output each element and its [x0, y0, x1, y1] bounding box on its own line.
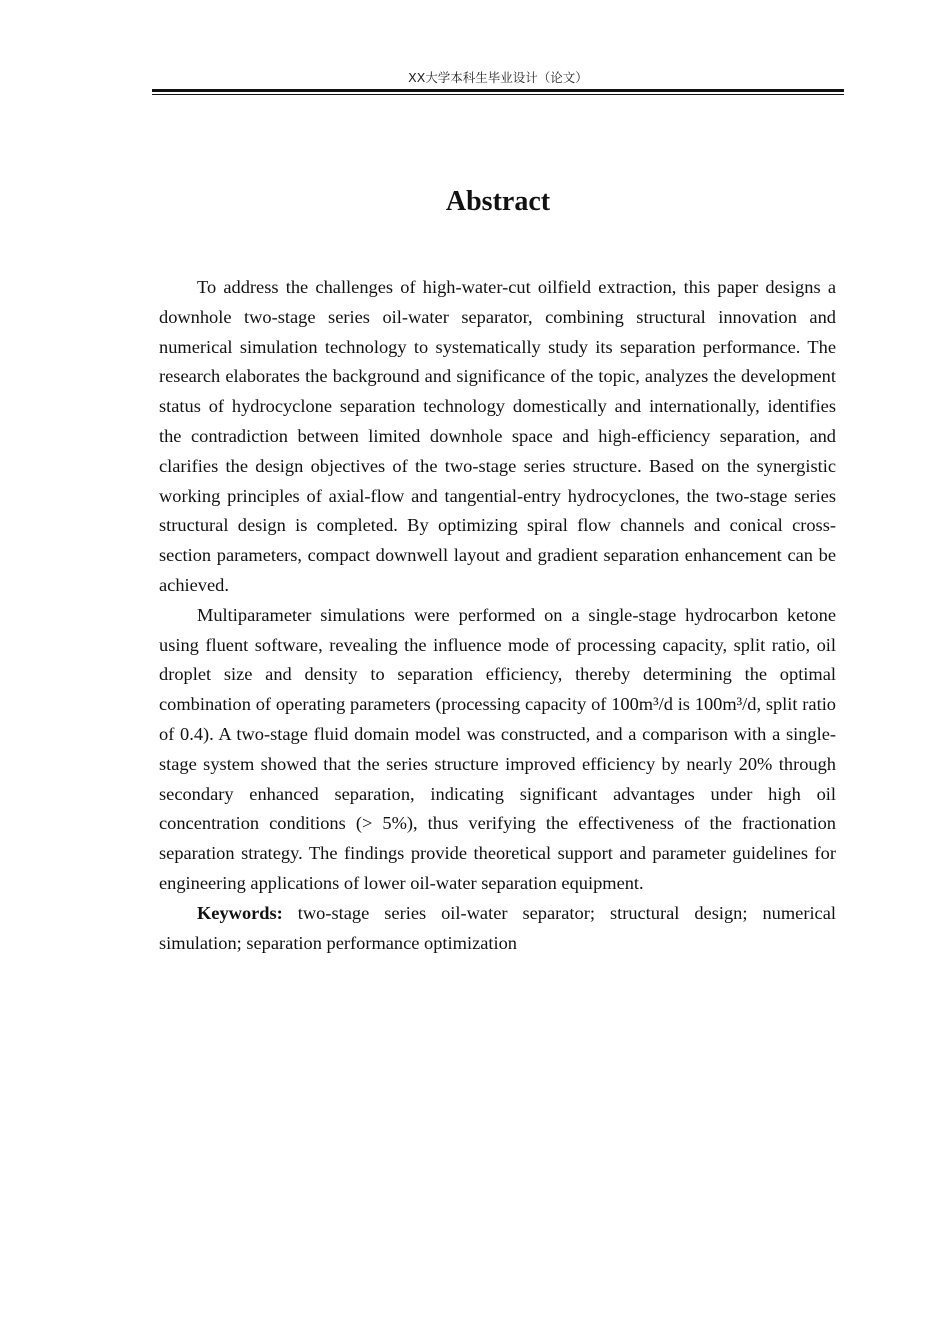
abstract-body [159, 273, 836, 958]
abstract-title: Abstract [445, 186, 551, 217]
keywords-line [159, 899, 836, 959]
header-double-rule [152, 89, 844, 96]
abstract-paragraph-1: To address the challenges of high-water-cut oilfield extraction, this paper designs a downhole two-stage series oil-water separator, combining structural innovation and numerical simulation technology to systematically study its separation performance. The research elaborates the background and significance of the topic, analyzes the development status of hydrocyclone separation technology domestically and internationally, identifies the contradiction between limited downhole space and high-efficiency separation, and clarifies the design objectives of the two-stage series structure. Based on the synergistic working principles of axial-flow and tangential-entry hydrocyclones, the two-stage series structural design is completed. By optimizing spiral flow channels and conical cross-section parameters, compact downwell layout and gradient separation enhancement can be achieved. [159, 277, 836, 595]
abstract-paragraph-2: Multiparameter simulations were performed on a single-stage hydrocarbon ketone using fluent software, revealing the influence mode of processing capacity, split ratio, oil droplet size and density to separation efficiency, thereby determining the optimal combination of operating parameters (processing capacity of 100m³/d is 100m³/d, split ratio of 0.4). A two-stage fluid domain model was constructed, and a comparison with a single-stage system showed that the series structure improved efficiency by nearly 20% through secondary enhanced separation, indicating significant advantages under high oil concentration conditions (> 5%), thus verifying the effectiveness of the fractionation separation strategy. The findings provide theoretical support and parameter guidelines for engineering applications of lower oil-water separation equipment. [159, 604, 836, 893]
keywords-text: two-stage series oil-water separator; structural design; numerical simulation; separation performance optimization [159, 902, 836, 953]
running-header: XX大学本科生毕业设计（论文） [408, 70, 588, 85]
keywords-label: Keywords: [197, 902, 283, 923]
header-rule-thick [152, 89, 844, 92]
header-rule-thin [152, 94, 844, 95]
